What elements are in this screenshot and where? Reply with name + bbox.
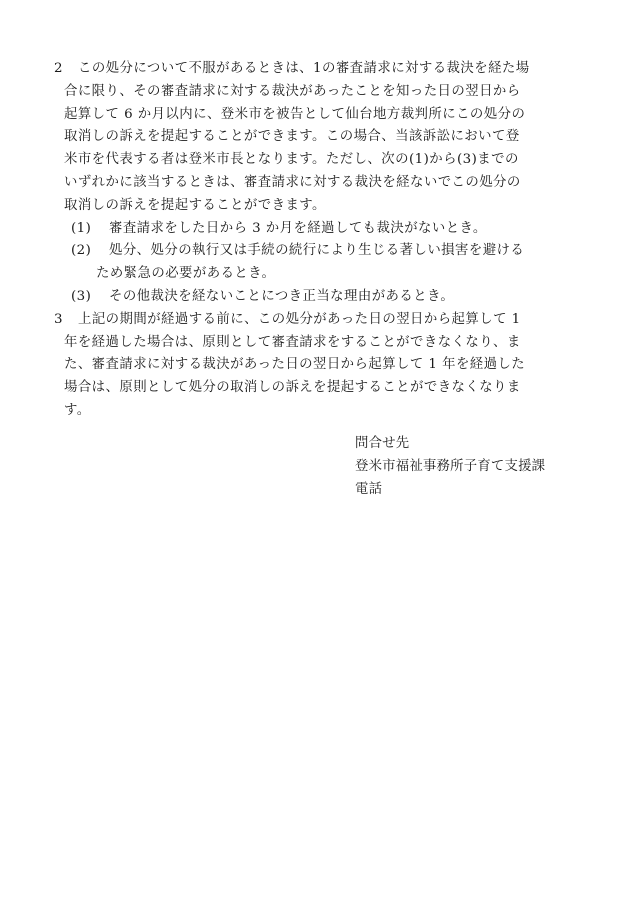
clause-2-line-2: 合に限り、その審査請求に対する裁決があったことを知った日の翌日から <box>64 83 521 99</box>
sub-item-2: (2) 処分、処分の執行又は手続の続行により生じる著しい損害を避ける <box>54 240 580 263</box>
sub-item-3-number: (3) <box>71 288 92 304</box>
clause-2-line-5: 米市を代表する者は登米市長となります。ただし、次の(1)から(3)までの <box>64 152 519 168</box>
clause-2 <box>54 58 580 423</box>
clause-3-line-3: た、審査請求に対する裁決があった日の翌日から起算して 1 年を経過した <box>64 357 526 373</box>
contact-block <box>355 433 545 501</box>
sub-item-2-number: (2) <box>71 243 92 259</box>
clause-3-number: 3 <box>54 311 63 327</box>
clause-2-line-4: 取消しの訴えを提起することができます。この場合、当該訴訟において登 <box>64 129 520 145</box>
clause-2-number: 2 <box>54 61 63 76</box>
sub-item-3: (3) その他裁決を経ないことにつき正当な理由があるとき。 <box>54 286 580 309</box>
clause-2-line-7: 取消しの訴えを提起することができます。 <box>64 197 326 213</box>
clause-2-line-1: 2 この処分について不服があるときは、1の審査請求に対する裁決を経た場 <box>54 58 580 81</box>
clause-2-line-6: いずれかに該当するときは、審査請求に対する裁決を経ないでこの処分の <box>64 174 521 190</box>
sub-item-1-number: (1) <box>71 220 92 236</box>
clause-3-line-2: 年を経過した場合は、原則として審査請求をすることができなくなり、ま <box>64 334 521 350</box>
sub-item-1: (1) 審査請求をした日から 3 か月を経過しても裁決がないとき。 <box>54 218 580 241</box>
sub-item-2-continuation: ため緊急の必要があるとき。 <box>96 266 276 282</box>
contact-phone-label: 電話 <box>355 481 383 497</box>
clause-3-line-1: 3 上記の期間が経過する前に、この処分があった日の翌日から起算して 1 <box>54 309 580 332</box>
contact-department: 登米市福祉事務所子育て支援課 <box>355 458 546 474</box>
clause-2-line-3: 起算して 6 か月以内に、登米市を被告として仙台地方裁判所にこの処分の <box>64 106 526 122</box>
clause-3-line-4: 場合は、原則として処分の取消しの訴えを提起することができなくなりま <box>64 380 521 396</box>
clause-3-line-5: す。 <box>64 402 91 418</box>
contact-heading: 問合せ先 <box>355 436 410 451</box>
